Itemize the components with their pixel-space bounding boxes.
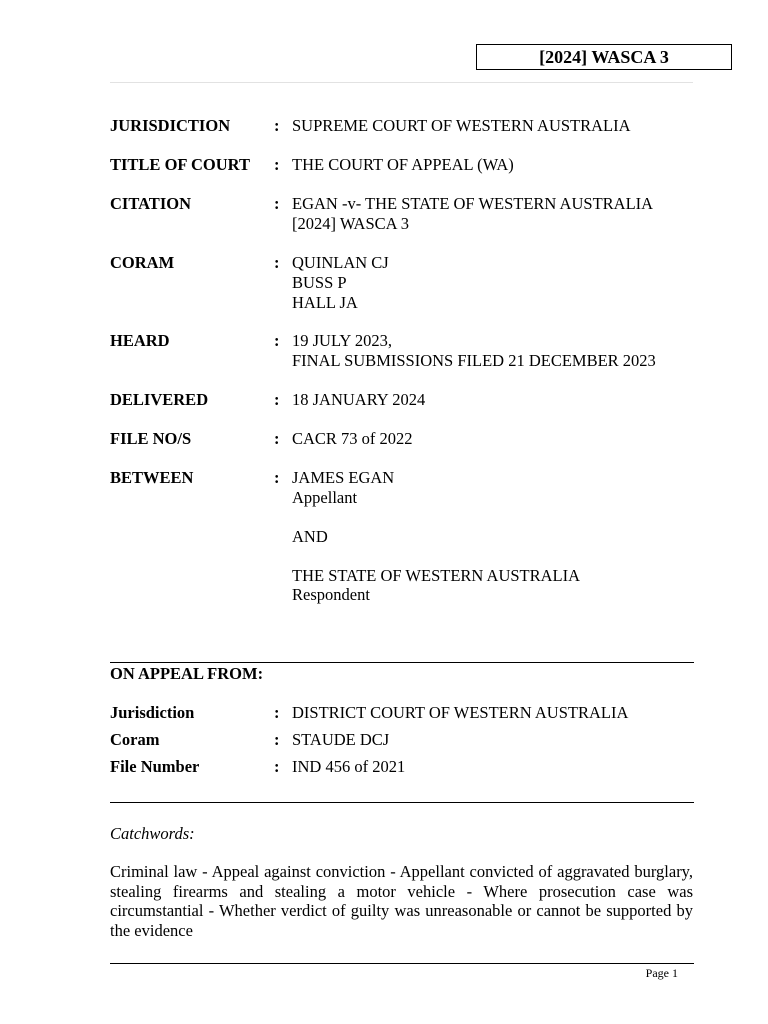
field-colon: : <box>274 390 280 409</box>
field-colon: : <box>274 468 280 487</box>
section-divider <box>110 802 694 803</box>
top-divider <box>110 82 693 83</box>
value-line: HALL JA <box>292 293 358 312</box>
value-line: JAMES EGAN <box>292 468 395 487</box>
value-line: 18 JANUARY 2024 <box>292 390 426 409</box>
value-line: THE STATE OF WESTERN AUSTRALIA <box>292 565 581 585</box>
value-line: BUSS P <box>292 273 347 292</box>
value-line: CACR 73 of 2022 <box>292 429 413 448</box>
field-value <box>292 331 656 371</box>
field-colon: : <box>274 730 280 749</box>
field-label: CITATION <box>110 194 191 213</box>
field-value <box>292 194 653 234</box>
field-label: Jurisdiction <box>110 703 195 722</box>
field-value <box>292 390 425 410</box>
field-value: IND 456 of 2021 <box>292 757 406 776</box>
value-line: AND <box>292 526 328 546</box>
field-colon: : <box>274 757 280 776</box>
catchwords-text: Criminal law - Appeal against conviction - Appellant convicted of aggravated burglary, stealing firearms and stealing a motor vehicle - Where prosecution case was circumstantial - Whether verdict of guilty was unreasonable or cannot be supported by the evidence <box>110 862 693 940</box>
field-label: TITLE OF COURT <box>110 155 251 174</box>
value-line: [2024] WASCA 3 <box>292 214 410 233</box>
field-value <box>292 253 389 313</box>
field-label: FILE NO/S <box>110 429 192 448</box>
field-label: File Number <box>110 757 200 776</box>
field-label: HEARD <box>110 331 170 350</box>
field-value <box>292 468 580 605</box>
value-line: EGAN -v- THE STATE OF WESTERN AUSTRALIA <box>292 194 654 213</box>
field-value: STAUDE DCJ <box>292 730 390 749</box>
field-value <box>292 429 413 449</box>
footer-divider <box>110 963 694 964</box>
field-colon: : <box>274 155 280 174</box>
field-label: CORAM <box>110 253 175 272</box>
value-line: QUINLAN CJ <box>292 253 389 272</box>
value-line: Respondent <box>292 585 370 604</box>
field-label: BETWEEN <box>110 468 194 487</box>
citation-box: [2024] WASCA 3 <box>476 44 732 70</box>
value-line: THE COURT OF APPEAL (WA) <box>292 155 514 174</box>
field-colon: : <box>274 194 280 213</box>
on-appeal-from-title: ON APPEAL FROM: <box>110 664 264 683</box>
field-label: Coram <box>110 730 160 749</box>
field-colon: : <box>274 429 280 448</box>
catchwords-title: Catchwords: <box>110 824 195 843</box>
value-line <box>292 546 580 566</box>
field-colon: : <box>274 253 280 272</box>
value-line <box>292 507 580 527</box>
field-colon: : <box>274 703 280 722</box>
value-line: 19 JULY 2023, <box>292 331 392 350</box>
field-value: DISTRICT COURT OF WESTERN AUSTRALIA <box>292 703 629 722</box>
field-colon: : <box>274 116 280 135</box>
field-label: JURISDICTION <box>110 116 231 135</box>
field-value <box>292 116 631 136</box>
section-divider <box>110 662 694 663</box>
value-line: SUPREME COURT OF WESTERN AUSTRALIA <box>292 116 631 135</box>
value-line: FINAL SUBMISSIONS FILED 21 DECEMBER 2023 <box>292 351 656 370</box>
page-number: Page 1 <box>645 966 678 980</box>
field-value <box>292 155 514 175</box>
value-line: Appellant <box>292 487 358 507</box>
field-label: DELIVERED <box>110 390 209 409</box>
field-colon: : <box>274 331 280 350</box>
